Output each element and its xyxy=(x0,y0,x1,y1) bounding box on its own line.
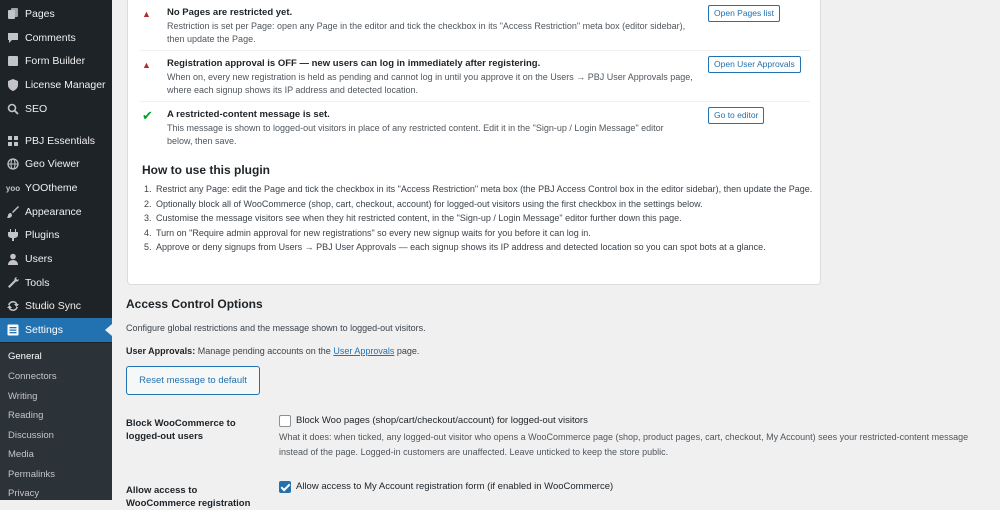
open-user-approvals-button[interactable]: Open User Approvals xyxy=(708,56,801,73)
sidebar-item-label: Plugins xyxy=(25,229,60,241)
allow-access-checkbox[interactable] xyxy=(279,481,291,493)
license-manager-icon xyxy=(6,78,20,92)
sidebar-item-tools[interactable] xyxy=(0,271,112,295)
user-approvals-label: User Approvals: xyxy=(126,346,196,356)
settings-submenu xyxy=(0,343,112,500)
open-pages-list-button[interactable]: Open Pages list xyxy=(708,5,780,22)
sidebar-item-label: Users xyxy=(25,253,53,265)
pages-icon xyxy=(6,7,20,21)
pbj-essentials-icon xyxy=(6,134,20,148)
sidebar-item-label: SEO xyxy=(25,103,48,115)
sidebar-item-label: Comments xyxy=(25,32,76,44)
tools-icon xyxy=(6,276,20,290)
plugins-icon xyxy=(6,228,20,242)
howto-step: 2. Optionally block all of WooCommerce (shop, cart, checkout, account) for logged-out visitors using the first checkbox in the settings below. xyxy=(144,198,703,209)
status-row-registration xyxy=(140,58,810,102)
allow-access-checkbox-label[interactable]: Allow access to My Account registration form (if enabled in WooCommerce) xyxy=(296,481,614,492)
sidebar-item-label: Geo Viewer xyxy=(25,158,80,170)
howto-step: 3. Customise the message visitors see when they hit restricted content, in the "Sign-up / Login Message" editor further down this page. xyxy=(144,213,682,223)
sidebar-item-form-builder[interactable] xyxy=(0,49,112,73)
sidebar-item-plugins[interactable] xyxy=(0,223,112,247)
users-icon xyxy=(6,252,20,266)
block-woo-checkbox-label[interactable]: Block Woo pages (shop/cart/checkout/account) for logged-out visitors xyxy=(296,415,588,426)
submenu-item-discussion[interactable]: Discussion xyxy=(8,430,54,441)
submenu-item-connectors[interactable]: Connectors xyxy=(8,371,57,382)
user-approvals-text-after: page. xyxy=(396,346,420,356)
sidebar-item-geo-viewer[interactable] xyxy=(0,152,112,176)
sidebar-item-label: YOOtheme xyxy=(25,182,78,194)
status-description: This message is shown to logged-out visitors in place of any restricted content. Edit it in the "Sign-up / Login Message" editor below, then save. xyxy=(167,123,664,146)
settings-icon xyxy=(6,323,20,337)
howto-step: 4. Turn on "Require admin approval for new registrations" so every new signup waits for you before it can log in. xyxy=(144,227,591,238)
reset-message-button[interactable]: Reset message to default xyxy=(126,366,260,395)
sidebar-item-label: Pages xyxy=(25,8,55,20)
checkmark-icon: ✔ xyxy=(142,108,153,123)
sidebar-item-comments[interactable] xyxy=(0,26,112,50)
warning-icon: ▲ xyxy=(142,60,151,70)
comments-icon xyxy=(6,31,20,45)
howto-step-text: Approve or deny signups from Users → PBJ User Approvals — each signup shows its IP address and detected location so you can spot bots at a glance. xyxy=(156,242,766,252)
seo-icon xyxy=(6,102,20,116)
sidebar-item-pbj-essentials[interactable] xyxy=(0,129,112,153)
howto-step: 1. Restrict any Page: edit the Page and tick the checkbox in its "Access Restriction" meta box (the PBJ Access Control box in the editor sidebar), then update the Page. xyxy=(144,184,813,194)
sidebar-item-label: PBJ Essentials xyxy=(25,135,96,147)
howto-step: 5. Approve or deny signups from Users → PBJ User Approvals — each signup shows its IP address and detected location so you can spot bots at a glance. xyxy=(144,242,766,252)
sidebar-item-users[interactable] xyxy=(0,247,112,271)
sidebar-item-settings[interactable] xyxy=(0,318,112,342)
sidebar-item-label: Appearance xyxy=(25,206,82,218)
main-content xyxy=(112,0,1000,509)
options-description: Configure global restrictions and the message shown to logged-out visitors. xyxy=(126,323,426,333)
user-approvals-text: Manage pending accounts on the xyxy=(197,346,331,356)
sidebar-item-label: Studio Sync xyxy=(25,300,82,312)
status-row-pages xyxy=(140,7,810,51)
block-woo-checkbox[interactable] xyxy=(279,415,291,427)
form-builder-icon xyxy=(6,54,20,68)
sidebar-item-label: License Manager xyxy=(25,79,106,91)
sidebar-item-appearance[interactable] xyxy=(0,200,112,224)
options-title: Access Control Options xyxy=(126,297,263,311)
status-row-message xyxy=(140,109,810,153)
status-card xyxy=(127,0,821,285)
submenu-item-general[interactable]: General xyxy=(8,351,42,362)
globe-icon xyxy=(6,157,20,171)
howto-step-text: Turn on "Require admin approval for new registrations" so every new signup waits for you before it can log in. xyxy=(156,227,591,238)
howto-steps xyxy=(144,183,814,256)
sidebar-item-pages[interactable] xyxy=(0,2,112,26)
allow-access-label: Allow access to WooCommerce registration xyxy=(126,485,251,509)
block-woo-label: Block WooCommerce to logged-out users xyxy=(126,418,236,442)
admin-sidebar xyxy=(0,0,112,500)
warning-icon: ▲ xyxy=(142,9,151,19)
howto-step-text: Restrict any Page: edit the Page and tick the checkbox in its "Access Restriction" meta box (the PBJ Access Control box in the editor sidebar), then update the Page. xyxy=(156,184,813,194)
go-to-editor-button[interactable]: Go to editor xyxy=(708,107,764,124)
sidebar-item-yootheme[interactable] xyxy=(0,176,112,200)
submenu-item-permalinks[interactable]: Permalinks xyxy=(8,469,55,480)
sidebar-item-label: Form Builder xyxy=(25,55,86,67)
sidebar-item-studio-sync[interactable] xyxy=(0,294,112,318)
sidebar-item-label: Settings xyxy=(25,324,63,336)
user-approvals-link[interactable]: User Approvals xyxy=(333,346,395,356)
block-woo-description: What it does: when ticked, any logged-out visitor who opens a WooCommerce page (shop, product pages, cart, checkout, My Account) sees your restricted-content message instead of the page. Logged-in customers are unaffected. Leave unticked to keep the store public. xyxy=(279,432,969,457)
sidebar-item-seo[interactable] xyxy=(0,97,112,121)
status-title: No Pages are restricted yet. xyxy=(167,7,293,18)
submenu-item-privacy[interactable]: Privacy xyxy=(8,488,40,499)
howto-title: How to use this plugin xyxy=(142,163,270,177)
howto-step-text: Optionally block all of WooCommerce (shop, cart, checkout, account) for logged-out visitors using the first checkbox in the settings below. xyxy=(156,198,703,209)
status-title: Registration approval is OFF — new users can log in immediately after registering. xyxy=(167,58,541,69)
sidebar-item-license-manager[interactable] xyxy=(0,73,112,97)
yootheme-icon: yoo xyxy=(5,183,21,193)
status-description: When on, every new registration is held as pending and cannot log in until you approve it on the Users → PBJ User Approvals page, where each signup shows its IP address and detected location. xyxy=(167,72,693,95)
submenu-item-writing[interactable]: Writing xyxy=(8,391,38,402)
sidebar-item-label: Tools xyxy=(25,277,50,289)
submenu-item-reading[interactable]: Reading xyxy=(8,410,44,421)
appearance-icon xyxy=(6,205,20,219)
submenu-item-media[interactable]: Media xyxy=(8,449,34,460)
status-description: Restriction is set per Page: open any Page in the editor and tick the checkbox in its "Access Restriction" meta box (editor sidebar), then update the Page. xyxy=(167,21,686,44)
user-approvals-line xyxy=(126,346,419,356)
status-title: A restricted-content message is set. xyxy=(167,109,330,120)
howto-step-text: Customise the message visitors see when they hit restricted content, in the "Sign-up / Login Message" editor further down this page. xyxy=(156,213,682,223)
sync-icon xyxy=(6,299,20,313)
